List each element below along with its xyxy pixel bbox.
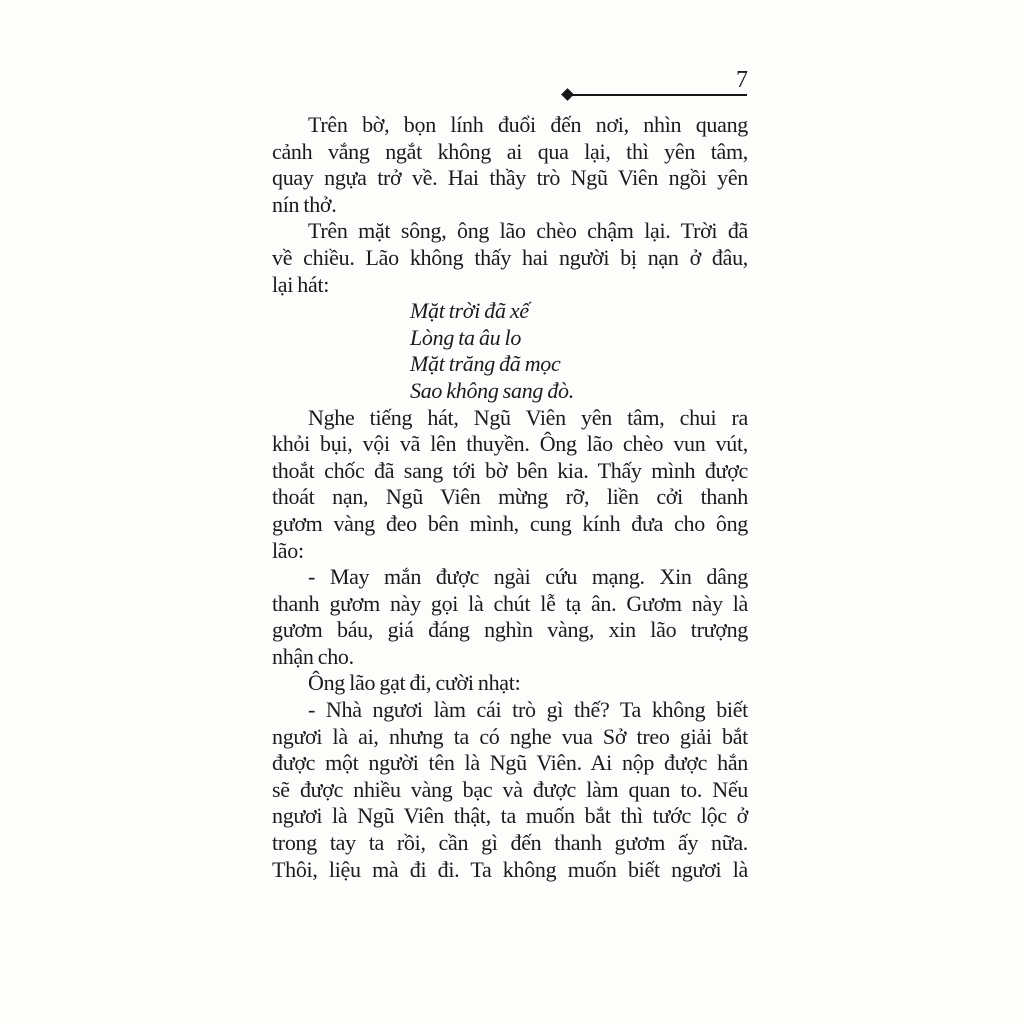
text-line: sẽ được nhiều vàng bạc và được làm quan to. Nếu (272, 776, 748, 802)
text-line: trong tay ta rồi, cần gì đến thanh gươm ấy nữa. (272, 830, 748, 856)
text-line: Thôi, liệu mà đi đi. Ta không muốn biết ngươi là (272, 856, 748, 882)
text-line: ngươi là Ngũ Viên thật, ta muốn bắt thì tước lộc ở (272, 803, 748, 829)
text-line: - May mắn được ngài cứu mạng. Xin dâng (308, 564, 748, 590)
poem-line: Mặt trời đã xế (410, 298, 529, 324)
poem-line: Lòng ta âu lo (410, 324, 522, 350)
text-line: nín thở. (272, 191, 337, 217)
paragraph-1 (272, 112, 748, 218)
diamond-icon (561, 88, 574, 101)
text-line: khỏi bụi, vội vã lên thuyền. Ông lão chèo vun vút, (272, 431, 748, 457)
text-line: lại hát: (272, 271, 330, 297)
text-line: về chiều. Lão không thấy hai người bị nạn ở đâu, (272, 244, 748, 270)
text-line: gươm báu, giá đáng nghìn vàng, xin lão trượng (272, 617, 748, 643)
text-line: Nghe tiếng hát, Ngũ Viên yên tâm, chui ra (308, 404, 748, 430)
text-line: lão: (272, 537, 304, 563)
page-number: 7 (736, 67, 748, 93)
text-line: thoắt chốc đã sang tới bờ bên kia. Thấy mình được (272, 457, 748, 483)
page-text (272, 112, 748, 883)
header-rule (567, 94, 747, 96)
text-line: Ông lão gạt đi, cười nhạt: (308, 670, 521, 696)
text-line: cảnh vắng ngắt không ai qua lại, thì yên tâm, (272, 138, 748, 164)
text-line: Trên mặt sông, ông lão chèo chậm lại. Trời đã (308, 218, 748, 244)
paragraph-2 (272, 218, 748, 298)
text-line: nhận cho. (272, 643, 354, 669)
paragraph-5-dialogue (272, 564, 748, 670)
text-line: thanh gươm này gọi là chút lễ tạ ân. Gươm này là (272, 590, 748, 616)
text-line: thoát nạn, Ngũ Viên mừng rỡ, liền cởi thanh (272, 484, 748, 510)
paragraph-7-dialogue (272, 697, 748, 883)
paragraph-6 (272, 670, 748, 697)
text-line: quay ngựa trở về. Hai thầy trò Ngũ Viên ngồi yên (272, 165, 748, 191)
text-line: gươm vàng đeo bên mình, cung kính đưa cho ông (272, 510, 748, 536)
poem-line: Sao không sang đò. (410, 377, 574, 403)
poem-verse (272, 298, 748, 404)
text-line: - Nhà ngươi làm cái trò gì thế? Ta không biết (308, 697, 748, 723)
paragraph-4 (272, 405, 748, 565)
text-line: Trên bờ, bọn lính đuổi đến nơi, nhìn quang (308, 112, 748, 137)
poem-line: Mặt trăng đã mọc (410, 351, 561, 377)
text-line: ngươi là ai, nhưng ta có nghe vua Sở treo giải bắt (272, 723, 748, 749)
text-line: được một người tên là Ngũ Viên. Ai nộp được hắn (272, 750, 748, 776)
